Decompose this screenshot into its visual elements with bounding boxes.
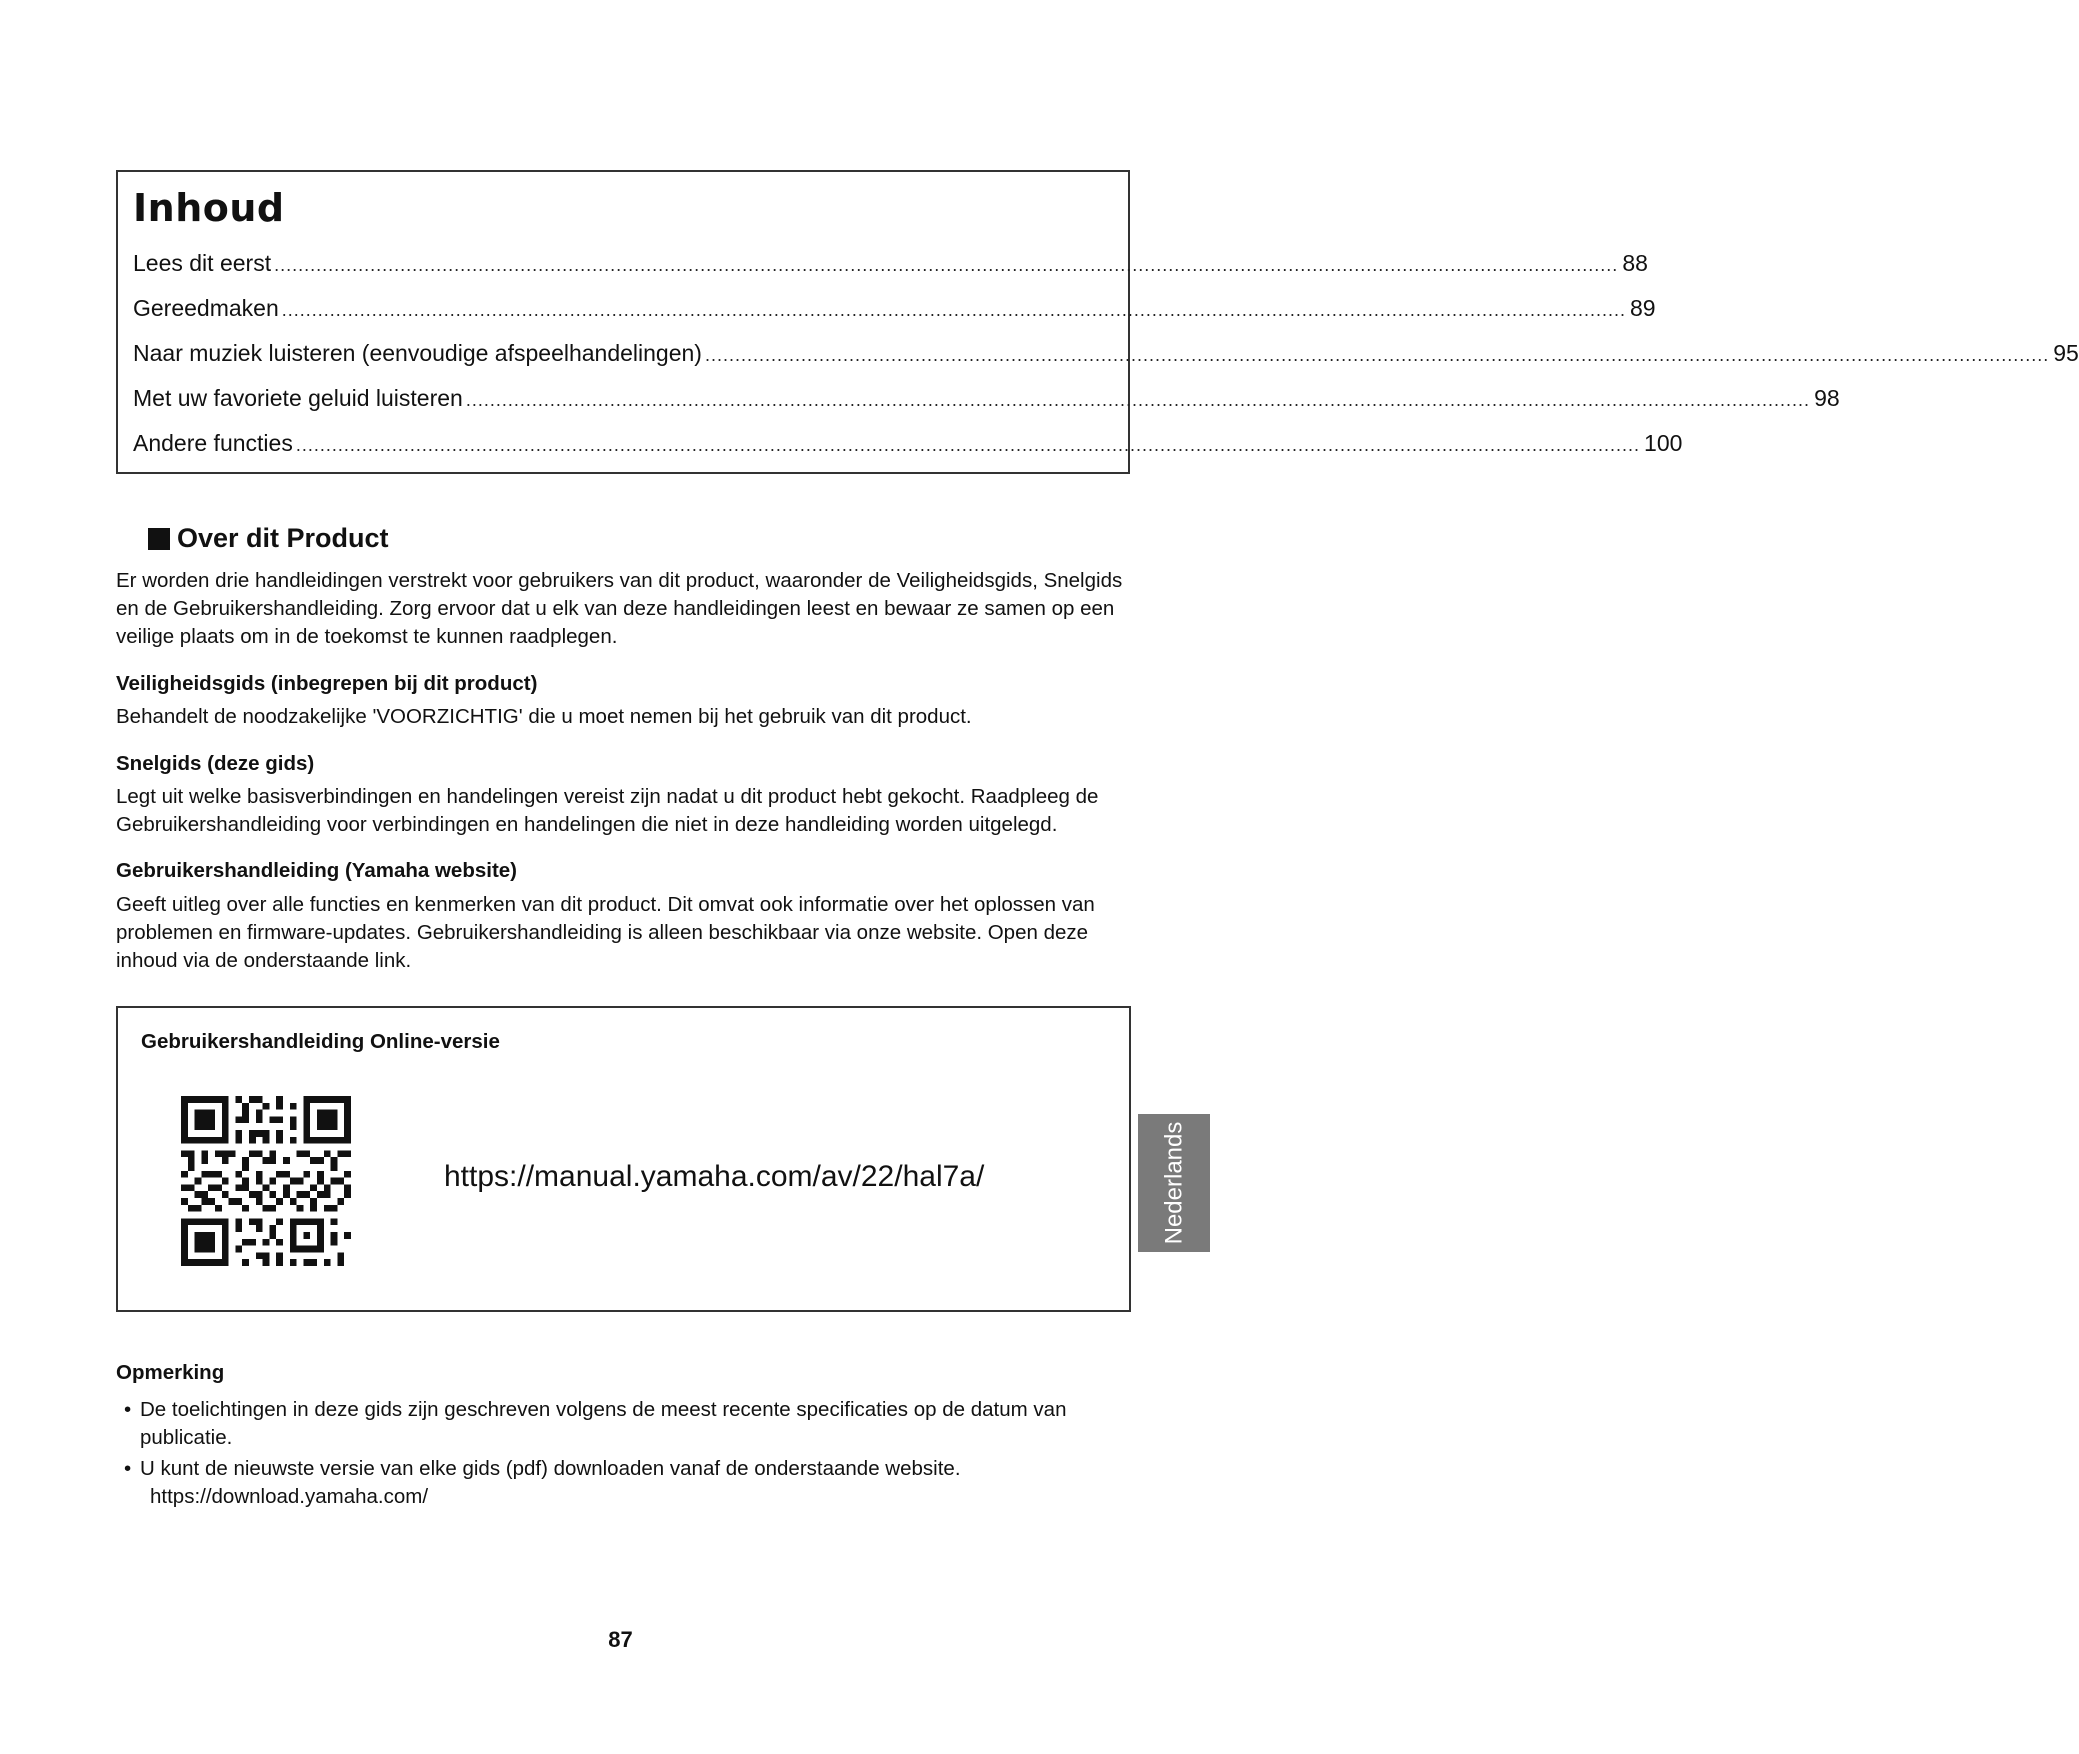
note-list — [124, 1396, 1124, 1514]
language-tab-label: Nederlands — [1160, 1121, 1187, 1245]
guide-text: Behandelt de noodzakelijke 'VOORZICHTIG' die u moet nemen bij het gebruik van dit product. — [116, 705, 972, 728]
toc-entry-label: Gereedmaken — [133, 295, 279, 321]
guide-text: Geeft uitleg over alle functies en kenmerken van dit product. Dit omvat ook informatie over het oplossen van problemen en firmware-updates. Gebruikershandleiding is alleen beschikbaar via onze website. Open deze inhoud via de onderstaande link. — [116, 893, 1095, 972]
toc-entry[interactable]: Andere functies ................................................................................................................................................................................................................................ 100 — [133, 430, 1683, 456]
page-number: 87 — [608, 1627, 633, 1652]
toc-entry-label: Lees dit eerst — [133, 250, 272, 276]
note-item-text: De toelichtingen in deze gids zijn geschreven volgens de meest recente specificaties op de datum van publicatie. — [140, 1398, 1067, 1449]
toc-box — [116, 170, 2079, 474]
square-bullet-icon — [148, 528, 170, 550]
intro-paragraph: Er worden drie handleidingen verstrekt voor gebruikers van dit product, waaronder de Veiligheidsgids, Snelgids en de Gebruikershandleiding. Zorg ervoor dat u elk van deze handleidingen leest en bewaar ze samen op een veilige plaats om in de toekomst te kunnen raadplegen. — [116, 569, 1123, 648]
section-heading-text: Over dit Product — [177, 523, 389, 553]
toc-entry-page: 88 — [1622, 250, 1648, 276]
toc-entry[interactable]: Lees dit eerst ................................................................................................................................................................................................................................ 88 — [133, 250, 1648, 276]
toc-entry-label: Met uw favoriete geluid luisteren — [133, 385, 463, 411]
note-item-text: U kunt de nieuwste versie van elke gids (pdf) downloaden vanaf de onderstaande website. — [140, 1457, 961, 1480]
toc-entry[interactable]: Naar muziek luisteren (eenvoudige afspeelhandelingen) ................................................................................................................................................................................................................................ 95 — [133, 340, 2079, 366]
guide-title: Veiligheidsgids (inbegrepen bij dit product) — [116, 672, 538, 695]
online-manual-title: Gebruikershandleiding Online-versie — [141, 1030, 500, 1053]
download-link[interactable]: https://download.yamaha.com/ — [150, 1485, 429, 1508]
toc-entry[interactable]: Gereedmaken ................................................................................................................................................................................................................................ 89 — [133, 295, 1656, 321]
guide-text: Legt uit welke basisverbindingen en handelingen vereist zijn nadat u dit product hebt gekocht. Raadpleeg de Gebruikershandleiding voor verbindingen en handelingen die niet in deze handleiding worden uitgelegd. — [116, 785, 1099, 836]
online-manual-link[interactable]: https://manual.yamaha.com/av/22/hal7a/ — [444, 1160, 985, 1193]
note-heading: Opmerking — [116, 1361, 225, 1384]
toc-entry-page: 98 — [1814, 385, 1840, 411]
toc-list — [133, 250, 2079, 475]
guide-title: Snelgids (deze gids) — [116, 752, 315, 775]
qr-code-icon[interactable] — [181, 1096, 351, 1266]
toc-entry-label: Naar muziek luisteren (eenvoudige afspeelhandelingen) — [133, 340, 702, 366]
toc-title: Inhoud — [133, 186, 285, 230]
toc-entry-page: 100 — [1644, 430, 1683, 456]
toc-entry-label: Andere functies — [133, 430, 293, 456]
note-item — [124, 1396, 1124, 1452]
section-heading — [148, 523, 389, 554]
note-item — [124, 1455, 1124, 1511]
language-tab — [1138, 1114, 1210, 1252]
toc-entry[interactable]: Met uw favoriete geluid luisteren ................................................................................................................................................................................................................................ 98 — [133, 385, 1840, 411]
guide-title: Gebruikershandleiding (Yamaha website) — [116, 859, 518, 882]
toc-entry-page: 95 — [2053, 340, 2079, 366]
toc-entry-page: 89 — [1629, 295, 1656, 321]
online-manual-box — [116, 1006, 1131, 1312]
